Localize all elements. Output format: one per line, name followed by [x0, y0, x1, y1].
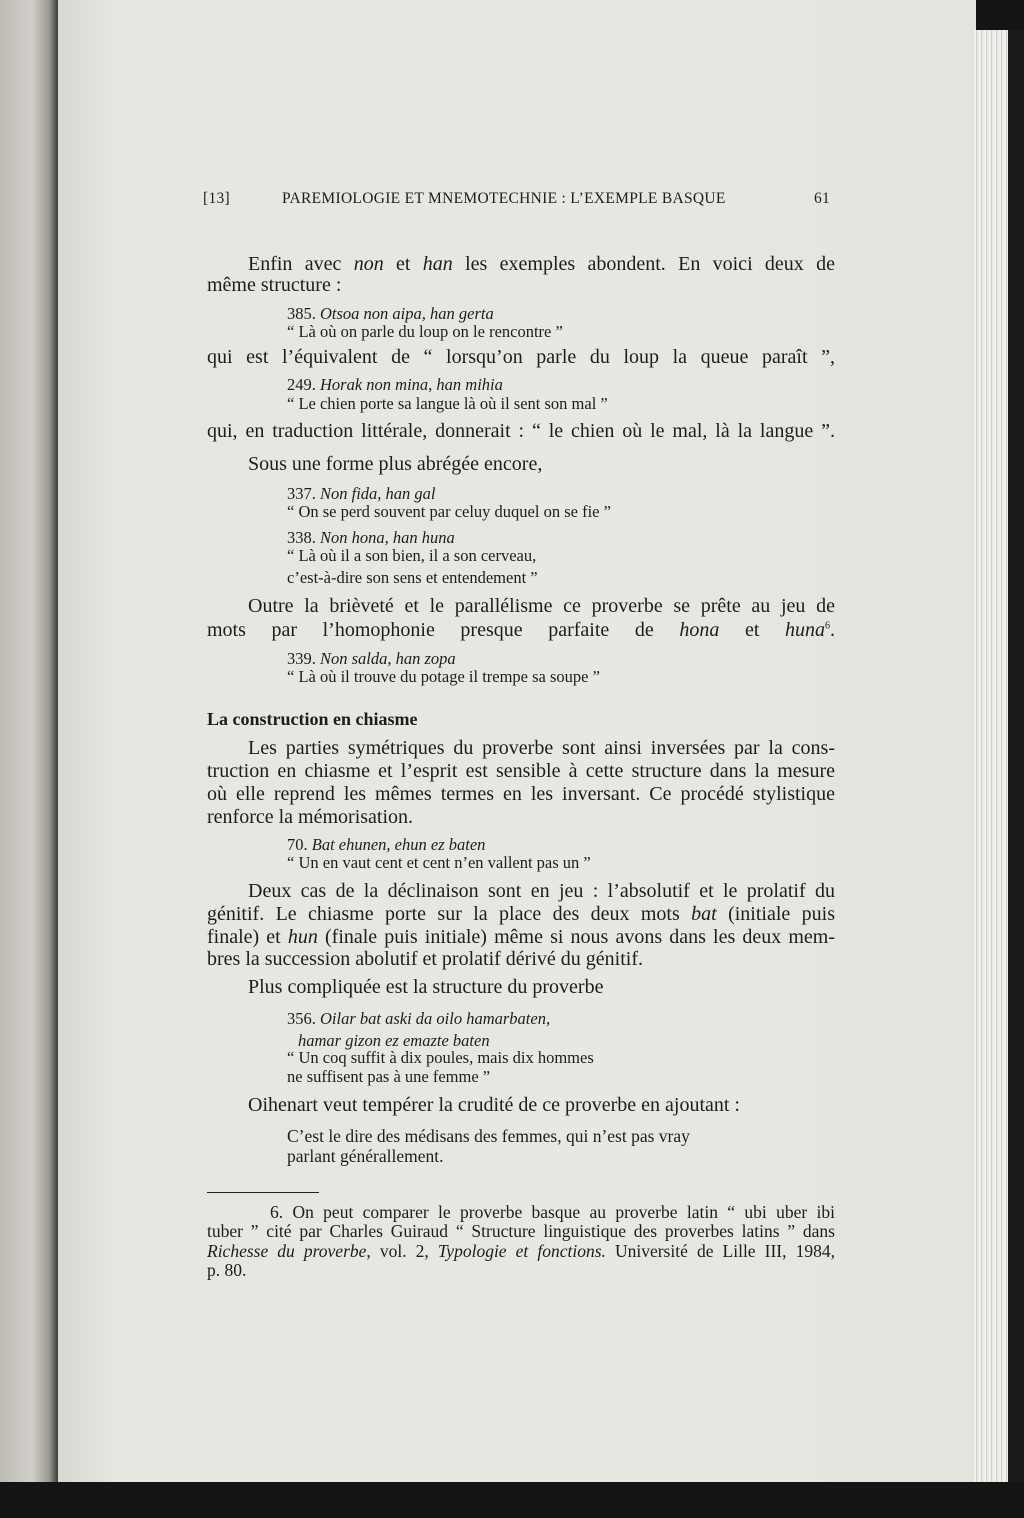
example-line	[287, 546, 536, 566]
para-line	[207, 760, 835, 782]
text-run: “ Là où il a son bien, il a son cerveau,	[287, 546, 537, 565]
text-run: où elle reprend les mêmes termes en les inversant. Ce procédé stylistique	[207, 783, 835, 805]
quote-line	[287, 1146, 443, 1166]
example-line	[287, 322, 563, 342]
text-run: Plus compliquée est la structure du proverbe	[248, 976, 604, 998]
example-line	[287, 1048, 594, 1068]
italic-text-run: Horak non mina, han mihia	[320, 375, 503, 394]
example-line	[287, 667, 600, 687]
text-run: truction en chiasme et l’esprit est sensible à cette structure dans la mesure	[207, 760, 835, 782]
facing-page-edge	[0, 0, 58, 1482]
italic-text-run: hun	[287, 926, 318, 948]
para-line	[248, 976, 603, 998]
italic-text-run: Otsoa non aipa, han gerta	[320, 304, 494, 323]
italic-text-run: Non salda, han zopa	[320, 649, 456, 668]
text-run: et	[719, 619, 786, 641]
para-line	[248, 880, 835, 902]
text-run: qui, en traduction littérale, donnerait : “ le chien où le mal, là la langue ”.	[207, 420, 835, 442]
example-line	[287, 394, 608, 414]
text-run: Sous une forme plus abrégée encore,	[248, 453, 543, 475]
example-line	[287, 568, 538, 588]
italic-text-run: non	[353, 253, 384, 275]
text-run: renforce la mémorisation.	[207, 806, 414, 828]
text-run: “ Là où on parle du loup on le rencontre ”	[287, 322, 563, 341]
example-line	[287, 649, 456, 669]
text-run: 338.	[287, 528, 320, 547]
para-line	[207, 274, 341, 296]
example-line	[287, 484, 436, 504]
para-line	[207, 948, 643, 970]
footnote-separator	[207, 1192, 319, 1193]
text-run: 249.	[287, 375, 320, 394]
para-line	[248, 453, 542, 475]
text-run: “ Le chien porte sa langue là où il sent son mal ”	[287, 394, 608, 413]
page-shadow	[1008, 30, 1024, 1482]
italic-text-run: Bat ehunen, ehun ez baten	[311, 835, 486, 854]
text-run: 6. On peut comparer le proverbe basque au proverbe latin “ ubi uber ibi	[270, 1202, 835, 1222]
example-line	[287, 835, 485, 855]
para-line	[248, 253, 835, 275]
text-run: Deux cas de la déclinaison sont en jeu : l’absolutif et le prolatif du	[248, 880, 835, 902]
text-run: 385.	[287, 304, 320, 323]
text-run: bres la succession abolutif et prolatif dérivé du génitif.	[207, 948, 643, 970]
text-run: même structure :	[207, 274, 342, 296]
text-run: Outre la brièveté et le parallélisme ce proverbe se prête au jeu de	[248, 595, 835, 617]
footnote-line	[207, 1221, 835, 1241]
text-run: .	[830, 619, 836, 641]
text-run: génitif. Le chiasme porte sur la place des deux mots	[207, 903, 692, 925]
text-run: 70.	[287, 835, 312, 854]
italic-text-run: huna	[785, 619, 826, 641]
footnote-line	[270, 1202, 835, 1222]
italic-text-run: Richesse du proverbe	[207, 1241, 367, 1261]
text-run: “ Un en vaut cent et cent n’en vallent pas un ”	[287, 853, 591, 872]
running-header-section: [13]	[203, 190, 231, 207]
example-line	[287, 1067, 490, 1087]
italic-text-run: Non fida, han gal	[320, 484, 436, 503]
example-line	[287, 1009, 550, 1029]
italic-text-run: bat	[691, 903, 717, 925]
italic-text-run: hona	[679, 619, 720, 641]
text-run: La construction en chiasme	[207, 709, 418, 729]
body-line	[207, 346, 835, 368]
text-run: “ Là où il trouve du potage il trempe sa soupe ”	[287, 667, 600, 686]
footnote-line	[207, 1241, 835, 1261]
example-line	[287, 375, 503, 395]
text-run: les exemples abondent. En voici deux de	[452, 253, 836, 275]
text-run: C’est le dire des médisans des femmes, qui n’est pas vray	[287, 1126, 690, 1146]
italic-text-run: hamar gizon ez emazte baten	[298, 1031, 490, 1050]
example-line	[287, 528, 455, 548]
text-run: mots par l’homophonie presque parfaite de	[207, 619, 680, 641]
running-header-title: PAREMIOLOGIE ET MNEMOTECHNIE : L’EXEMPLE BASQUE	[282, 190, 726, 207]
text-run: “ On se perd souvent par celuy duquel on se fie ”	[287, 502, 611, 521]
text-run: c’est-à-dire son sens et entendement ”	[287, 568, 538, 587]
italic-text-run: han	[422, 253, 453, 275]
footnote-line	[207, 1260, 246, 1280]
text-run: , vol. 2,	[366, 1241, 438, 1261]
heading-line	[207, 708, 418, 730]
page-stack-edge	[974, 30, 1008, 1482]
text-run: 339.	[287, 649, 320, 668]
para-line	[248, 595, 835, 617]
page-number: 61	[814, 190, 831, 207]
text-run: ne suffisent pas à une femme ”	[287, 1067, 491, 1086]
para-line	[207, 619, 835, 641]
body-line	[207, 420, 835, 442]
text-run: parlant générallement.	[287, 1146, 444, 1166]
text-run: 337.	[287, 484, 320, 503]
para-line	[207, 806, 413, 828]
italic-text-run: Typologie et fonctions.	[437, 1241, 606, 1261]
example-line	[287, 502, 611, 522]
text-run: p. 80.	[207, 1260, 247, 1280]
text-run: qui est l’équivalent de “ lorsqu’on parle du loup la queue paraît ”,	[207, 346, 835, 368]
text-run: Les parties symétriques du proverbe sont ainsi inversées par la cons-	[248, 737, 835, 759]
footnote-reference: 6	[825, 620, 831, 632]
text-run: finale) et	[207, 926, 288, 948]
para-line	[248, 1094, 740, 1116]
text-run: Enfin avec	[248, 253, 354, 275]
para-line	[207, 903, 835, 925]
para-line	[207, 783, 835, 805]
text-run: Oihenart veut tempérer la crudité de ce proverbe en ajoutant :	[248, 1094, 740, 1116]
text-run: tuber ” cité par Charles Guiraud “ Structure linguistique des proverbes latins ” dans	[207, 1221, 835, 1241]
text-run: et	[383, 253, 423, 275]
quote-line	[287, 1126, 690, 1146]
example-line	[287, 853, 591, 873]
text-run: (initiale puis	[716, 903, 836, 925]
text-run: (finale puis initiale) même si nous avons dans les deux mem-	[317, 926, 836, 948]
example-line	[287, 304, 494, 324]
para-line	[207, 926, 835, 948]
italic-text-run: Oilar bat aski da oilo hamarbaten,	[320, 1009, 551, 1028]
text-run: “ Un coq suffit à dix poules, mais dix hommes	[287, 1048, 594, 1067]
para-line	[248, 737, 835, 759]
text-run: 356.	[287, 1009, 320, 1028]
text-run: Université de Lille III, 1984,	[605, 1241, 835, 1261]
italic-text-run: Non hona, han huna	[320, 528, 455, 547]
